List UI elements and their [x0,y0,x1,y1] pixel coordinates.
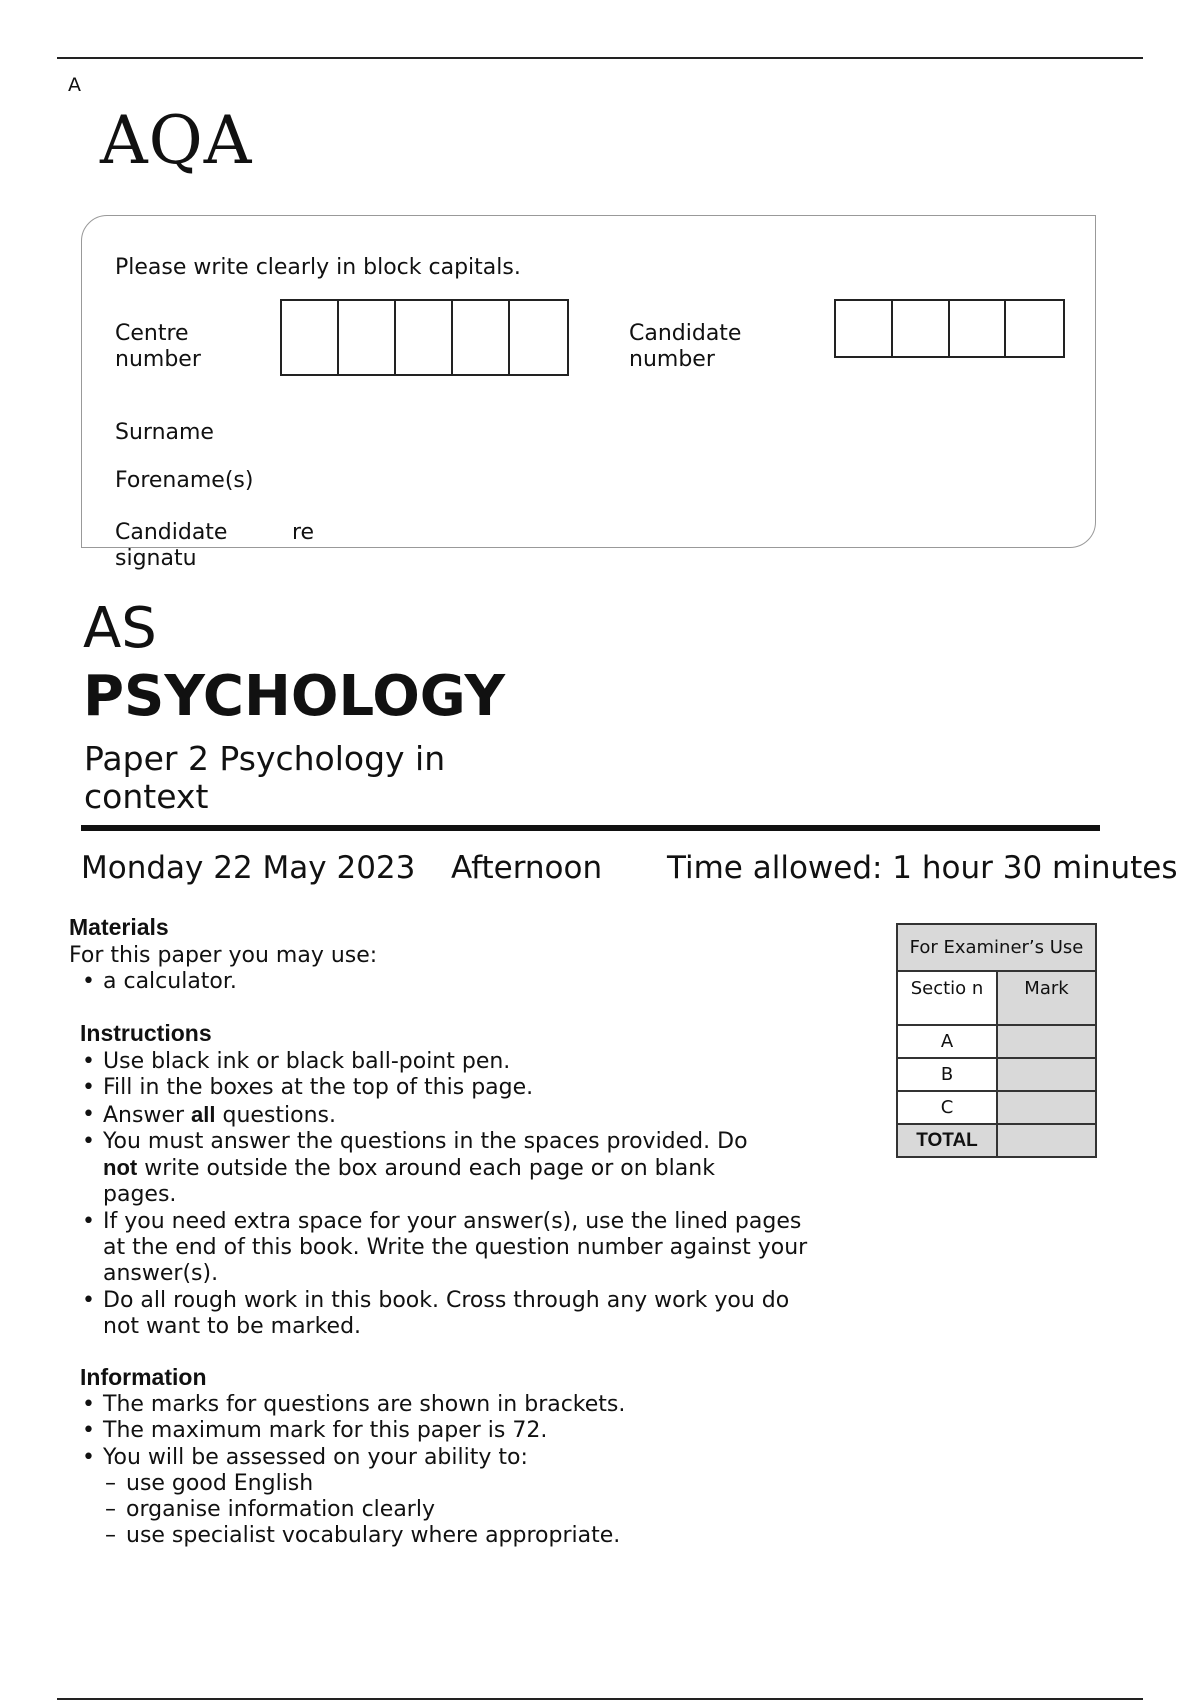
list-item: • Do all rough work in this book. Cross through any work you do not want to be marked. [80,1288,828,1341]
aqa-logo: AQA [100,102,253,179]
centre-number-digit[interactable] [396,301,453,374]
candidate-number-digit[interactable] [1006,301,1063,356]
section-cell: C [897,1091,997,1124]
centre-number-label: Centre number [115,321,201,372]
list-item: • Fill in the boxes at the top of this page. [80,1075,825,1101]
sublist-item: – organise information clearly [103,1497,825,1523]
candidate-number-digit[interactable] [893,301,950,356]
block-capitals-instruction: Please write clearly in block capitals. [115,255,521,280]
header-letter: A [68,74,81,96]
list-item: • The marks for questions are shown in brackets. [80,1392,825,1418]
candidate-number-digit[interactable] [950,301,1007,356]
centre-number-digit[interactable] [339,301,396,374]
paper-title: Paper 2 Psychology in context [84,739,446,816]
candidate-number-digit[interactable] [836,301,893,356]
qualification-level: AS [83,596,157,661]
exam-date: Monday 22 May 2023 [81,850,416,886]
centre-number-digit[interactable] [510,301,567,374]
title-rule [81,825,1100,831]
signature-label-suffix: re [292,520,315,545]
list-item: • Answer all questions. [80,1102,825,1129]
total-label: TOTAL [897,1124,997,1157]
section-column-header: Sectio n [897,971,997,1025]
mark-column-header: Mark [997,971,1096,1025]
information-heading: Information [80,1364,207,1390]
mark-cell [997,1025,1096,1058]
exam-session: Afternoon [451,850,603,886]
centre-number-digit[interactable] [453,301,510,374]
list-item: • You must answer the questions in the spaces provided. Do not write outside the box around each page or on blank pages. [80,1129,783,1209]
materials-intro: For this paper you may use: [69,943,378,968]
assessment-sublist [103,1471,825,1550]
list-item: • The maximum mark for this paper is 72. [80,1418,825,1444]
materials-list [80,969,780,995]
information-list [80,1392,825,1550]
forename-label: Forename(s) [115,468,254,493]
list-item: • If you need extra space for your answer(s), use the lined pages at the end of this book. Write the question number against your answer(s). [80,1209,825,1288]
examiners-use-table [896,923,1097,1158]
instructions-list [80,1049,825,1340]
sublist-item: – use good English [103,1471,825,1497]
centre-number-boxes [280,299,569,376]
signature-label: Candidate signatu [115,520,228,571]
examiners-use-title: For Examiner’s Use [897,924,1096,971]
subject-title: PSYCHOLOGY [83,664,506,729]
time-allowed: Time allowed: 1 hour 30 minutes [667,850,1178,886]
sublist-item: – use specialist vocabulary where appropriate. [103,1523,825,1549]
mark-cell [997,1058,1096,1091]
instructions-heading: Instructions [80,1020,212,1046]
materials-heading: Materials [69,914,169,940]
list-item: • You will be assessed on your ability to: – use good English – organise information clearly – use specialist vocabulary where appropriate. [80,1445,825,1550]
mark-cell [997,1091,1096,1124]
candidate-number-label: Candidate number [629,321,742,372]
surname-label: Surname [115,420,214,445]
section-cell: B [897,1058,997,1091]
list-item: • Use black ink or black ball-point pen. [80,1049,825,1075]
centre-number-digit[interactable] [282,301,339,374]
total-mark-cell [997,1124,1096,1157]
list-item: • a calculator. [80,969,780,995]
top-rule [57,57,1143,59]
candidate-number-boxes [834,299,1065,358]
section-cell: A [897,1025,997,1058]
